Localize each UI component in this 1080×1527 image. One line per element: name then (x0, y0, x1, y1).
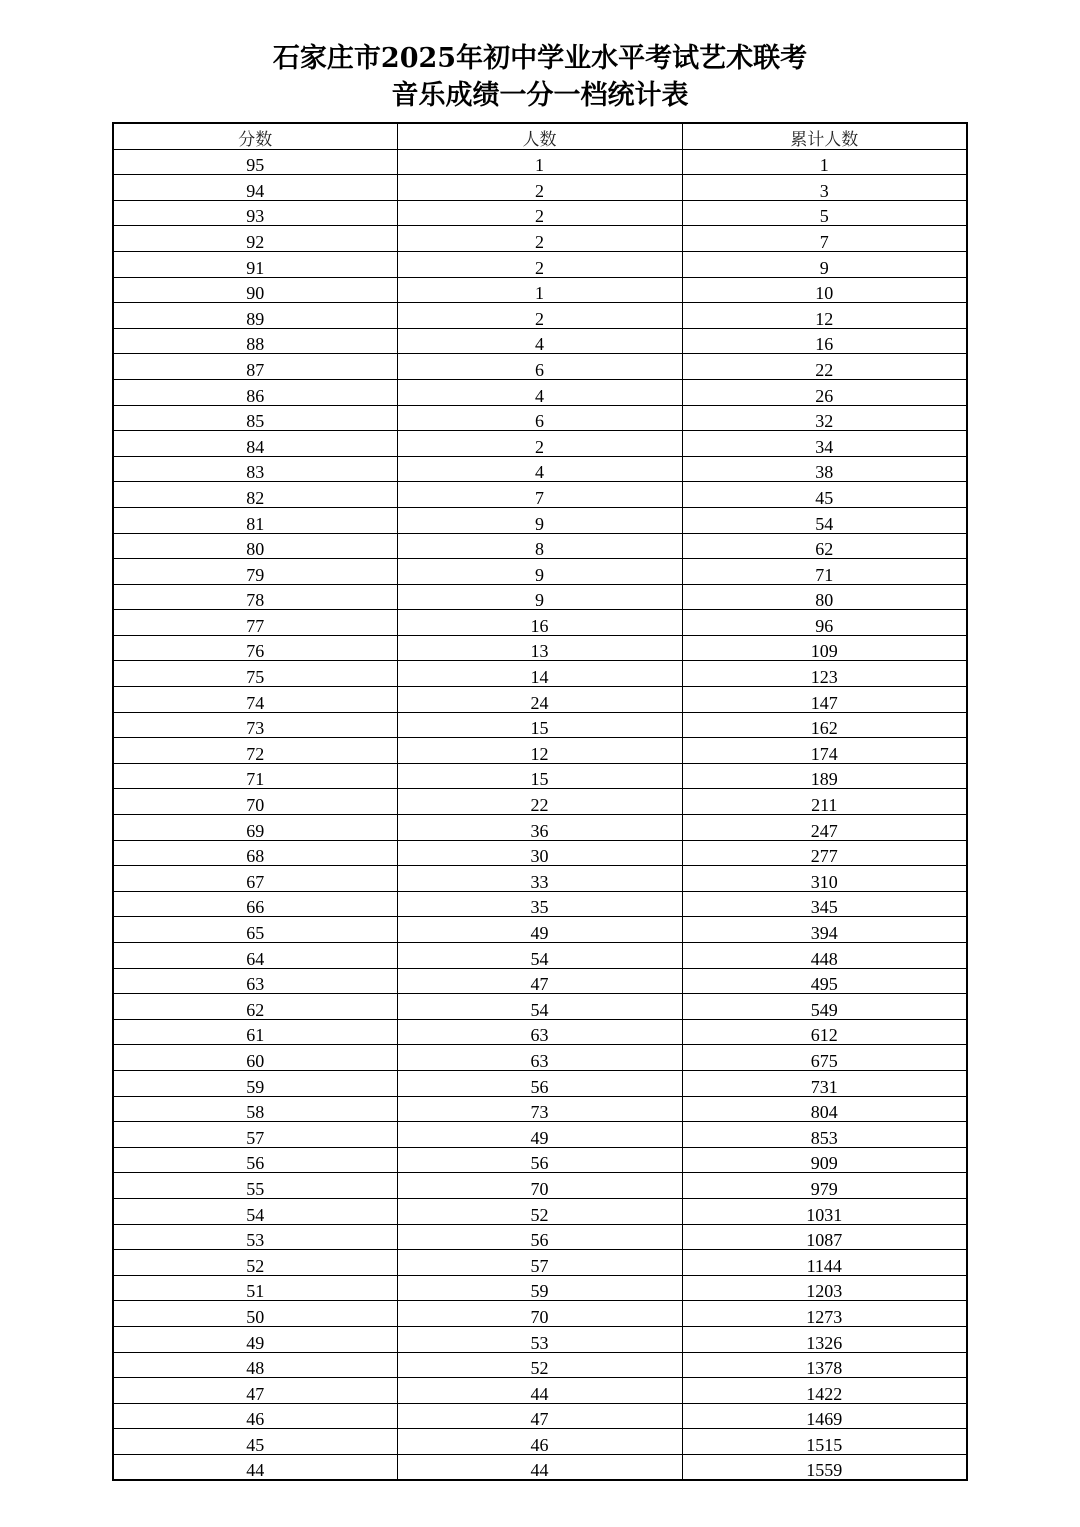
cell-score: 76 (113, 635, 397, 661)
cell-cumulative: 448 (682, 943, 967, 969)
table-row (113, 1147, 967, 1173)
cell-count: 1 (397, 277, 682, 303)
table-row (113, 994, 967, 1020)
cell-count: 36 (397, 815, 682, 841)
table-row (113, 968, 967, 994)
cell-score: 86 (113, 379, 397, 405)
cell-count: 30 (397, 840, 682, 866)
cell-count: 6 (397, 354, 682, 380)
cell-score: 50 (113, 1301, 397, 1327)
cell-count: 2 (397, 431, 682, 457)
cell-cumulative: 731 (682, 1070, 967, 1096)
cell-cumulative: 7 (682, 226, 967, 252)
cell-score: 83 (113, 456, 397, 482)
table-row (113, 482, 967, 508)
cell-count: 2 (397, 226, 682, 252)
cell-score: 56 (113, 1147, 397, 1173)
cell-count: 15 (397, 763, 682, 789)
table-row (113, 277, 967, 303)
table-row (113, 251, 967, 277)
cell-count: 47 (397, 968, 682, 994)
table-row (113, 661, 967, 687)
cell-score: 49 (113, 1326, 397, 1352)
cell-cumulative: 979 (682, 1173, 967, 1199)
cell-score: 82 (113, 482, 397, 508)
cell-score: 79 (113, 559, 397, 585)
cell-count: 2 (397, 303, 682, 329)
table-row (113, 405, 967, 431)
table-row (113, 789, 967, 815)
table-row (113, 431, 967, 457)
cell-cumulative: 123 (682, 661, 967, 687)
cell-cumulative: 26 (682, 379, 967, 405)
table-row (113, 1429, 967, 1455)
cell-count: 4 (397, 456, 682, 482)
table-row (113, 1250, 967, 1276)
cell-cumulative: 80 (682, 584, 967, 610)
table-row (113, 149, 967, 175)
cell-score: 77 (113, 610, 397, 636)
table-row (113, 815, 967, 841)
header-score: 分数 (113, 123, 397, 149)
table-body (113, 149, 967, 1480)
table-row (113, 1045, 967, 1071)
cell-score: 94 (113, 175, 397, 201)
table-row (113, 533, 967, 559)
score-distribution-table (112, 122, 968, 1481)
cell-count: 70 (397, 1301, 682, 1327)
cell-score: 61 (113, 1019, 397, 1045)
cell-cumulative: 162 (682, 712, 967, 738)
cell-cumulative: 147 (682, 687, 967, 713)
cell-count: 12 (397, 738, 682, 764)
cell-cumulative: 211 (682, 789, 967, 815)
table-row (113, 1454, 967, 1480)
cell-cumulative: 1144 (682, 1250, 967, 1276)
table-row (113, 379, 967, 405)
table-row (113, 891, 967, 917)
cell-cumulative: 1 (682, 149, 967, 175)
cell-count: 63 (397, 1019, 682, 1045)
cell-score: 53 (113, 1224, 397, 1250)
cell-score: 73 (113, 712, 397, 738)
cell-score: 74 (113, 687, 397, 713)
cell-score: 81 (113, 507, 397, 533)
cell-cumulative: 71 (682, 559, 967, 585)
cell-score: 54 (113, 1198, 397, 1224)
table-header-row (113, 123, 967, 149)
table-row (113, 584, 967, 610)
table-row (113, 303, 967, 329)
table-row (113, 1352, 967, 1378)
cell-score: 78 (113, 584, 397, 610)
table-row (113, 354, 967, 380)
cell-score: 58 (113, 1096, 397, 1122)
cell-cumulative: 38 (682, 456, 967, 482)
cell-score: 55 (113, 1173, 397, 1199)
cell-count: 14 (397, 661, 682, 687)
cell-score: 80 (113, 533, 397, 559)
cell-cumulative: 9 (682, 251, 967, 277)
cell-count: 2 (397, 200, 682, 226)
cell-cumulative: 675 (682, 1045, 967, 1071)
cell-count: 4 (397, 328, 682, 354)
cell-cumulative: 109 (682, 635, 967, 661)
cell-cumulative: 12 (682, 303, 967, 329)
cell-count: 49 (397, 917, 682, 943)
cell-score: 92 (113, 226, 397, 252)
cell-score: 88 (113, 328, 397, 354)
cell-count: 54 (397, 943, 682, 969)
cell-cumulative: 345 (682, 891, 967, 917)
cell-cumulative: 247 (682, 815, 967, 841)
cell-count: 15 (397, 712, 682, 738)
cell-count: 59 (397, 1275, 682, 1301)
cell-count: 53 (397, 1326, 682, 1352)
cell-count: 22 (397, 789, 682, 815)
table-row (113, 559, 967, 585)
cell-score: 46 (113, 1403, 397, 1429)
table-row (113, 1122, 967, 1148)
cell-count: 46 (397, 1429, 682, 1455)
cell-cumulative: 54 (682, 507, 967, 533)
table-row (113, 175, 967, 201)
cell-cumulative: 1273 (682, 1301, 967, 1327)
cell-score: 71 (113, 763, 397, 789)
header-cumulative: 累计人数 (682, 123, 967, 149)
cell-cumulative: 62 (682, 533, 967, 559)
cell-score: 64 (113, 943, 397, 969)
table-row (113, 1301, 967, 1327)
cell-cumulative: 1422 (682, 1378, 967, 1404)
cell-score: 84 (113, 431, 397, 457)
cell-cumulative: 1515 (682, 1429, 967, 1455)
cell-score: 72 (113, 738, 397, 764)
cell-cumulative: 549 (682, 994, 967, 1020)
cell-count: 8 (397, 533, 682, 559)
cell-score: 91 (113, 251, 397, 277)
cell-cumulative: 1326 (682, 1326, 967, 1352)
table-row (113, 507, 967, 533)
cell-count: 2 (397, 175, 682, 201)
cell-score: 75 (113, 661, 397, 687)
cell-cumulative: 174 (682, 738, 967, 764)
cell-count: 56 (397, 1147, 682, 1173)
cell-count: 13 (397, 635, 682, 661)
table-row (113, 763, 967, 789)
cell-score: 48 (113, 1352, 397, 1378)
table-row (113, 712, 967, 738)
cell-score: 90 (113, 277, 397, 303)
cell-cumulative: 310 (682, 866, 967, 892)
cell-cumulative: 189 (682, 763, 967, 789)
cell-score: 52 (113, 1250, 397, 1276)
cell-count: 33 (397, 866, 682, 892)
table-row (113, 943, 967, 969)
table-row (113, 1326, 967, 1352)
cell-score: 65 (113, 917, 397, 943)
cell-count: 56 (397, 1224, 682, 1250)
table-row (113, 1070, 967, 1096)
cell-score: 44 (113, 1454, 397, 1480)
table-row (113, 1403, 967, 1429)
cell-cumulative: 34 (682, 431, 967, 457)
cell-score: 62 (113, 994, 397, 1020)
cell-score: 70 (113, 789, 397, 815)
title-line-2: 音乐成绩一分一档统计表 (391, 80, 689, 111)
table-row (113, 917, 967, 943)
cell-cumulative: 1559 (682, 1454, 967, 1480)
table-row (113, 866, 967, 892)
cell-count: 4 (397, 379, 682, 405)
cell-count: 6 (397, 405, 682, 431)
cell-score: 93 (113, 200, 397, 226)
table-row (113, 328, 967, 354)
cell-cumulative: 909 (682, 1147, 967, 1173)
cell-score: 67 (113, 866, 397, 892)
table-row (113, 1378, 967, 1404)
cell-count: 49 (397, 1122, 682, 1148)
cell-count: 16 (397, 610, 682, 636)
cell-score: 66 (113, 891, 397, 917)
cell-cumulative: 804 (682, 1096, 967, 1122)
cell-score: 85 (113, 405, 397, 431)
cell-count: 52 (397, 1352, 682, 1378)
cell-cumulative: 1378 (682, 1352, 967, 1378)
cell-cumulative: 22 (682, 354, 967, 380)
table-row (113, 1275, 967, 1301)
table-row (113, 687, 967, 713)
table-row (113, 738, 967, 764)
cell-score: 87 (113, 354, 397, 380)
cell-cumulative: 1031 (682, 1198, 967, 1224)
cell-count: 7 (397, 482, 682, 508)
cell-count: 1 (397, 149, 682, 175)
header-count: 人数 (397, 123, 682, 149)
score-table-container (112, 122, 966, 1481)
cell-cumulative: 277 (682, 840, 967, 866)
cell-score: 95 (113, 149, 397, 175)
cell-cumulative: 1469 (682, 1403, 967, 1429)
cell-count: 2 (397, 251, 682, 277)
table-row (113, 226, 967, 252)
cell-count: 70 (397, 1173, 682, 1199)
cell-count: 44 (397, 1378, 682, 1404)
cell-score: 63 (113, 968, 397, 994)
cell-cumulative: 96 (682, 610, 967, 636)
cell-cumulative: 394 (682, 917, 967, 943)
cell-cumulative: 45 (682, 482, 967, 508)
cell-count: 52 (397, 1198, 682, 1224)
cell-score: 45 (113, 1429, 397, 1455)
cell-cumulative: 495 (682, 968, 967, 994)
table-row (113, 610, 967, 636)
cell-count: 9 (397, 559, 682, 585)
cell-score: 89 (113, 303, 397, 329)
table-row (113, 1224, 967, 1250)
cell-count: 35 (397, 891, 682, 917)
cell-count: 56 (397, 1070, 682, 1096)
cell-cumulative: 1203 (682, 1275, 967, 1301)
cell-score: 59 (113, 1070, 397, 1096)
document-title (0, 40, 1080, 114)
table-row (113, 456, 967, 482)
cell-count: 54 (397, 994, 682, 1020)
cell-count: 57 (397, 1250, 682, 1276)
cell-cumulative: 612 (682, 1019, 967, 1045)
cell-count: 73 (397, 1096, 682, 1122)
cell-score: 51 (113, 1275, 397, 1301)
table-row (113, 1096, 967, 1122)
cell-count: 44 (397, 1454, 682, 1480)
cell-cumulative: 1087 (682, 1224, 967, 1250)
cell-score: 57 (113, 1122, 397, 1148)
cell-count: 47 (397, 1403, 682, 1429)
table-row (113, 200, 967, 226)
table-row (113, 1019, 967, 1045)
cell-cumulative: 3 (682, 175, 967, 201)
cell-count: 9 (397, 507, 682, 533)
table-row (113, 1173, 967, 1199)
table-row (113, 840, 967, 866)
cell-score: 47 (113, 1378, 397, 1404)
cell-score: 68 (113, 840, 397, 866)
cell-cumulative: 10 (682, 277, 967, 303)
cell-cumulative: 16 (682, 328, 967, 354)
cell-count: 24 (397, 687, 682, 713)
cell-score: 60 (113, 1045, 397, 1071)
cell-count: 9 (397, 584, 682, 610)
cell-cumulative: 5 (682, 200, 967, 226)
cell-count: 63 (397, 1045, 682, 1071)
cell-cumulative: 853 (682, 1122, 967, 1148)
table-row (113, 635, 967, 661)
cell-score: 69 (113, 815, 397, 841)
cell-cumulative: 32 (682, 405, 967, 431)
table-row (113, 1198, 967, 1224)
title-line-1: 石家庄市2025年初中学业水平考试艺术联考 (272, 43, 808, 74)
